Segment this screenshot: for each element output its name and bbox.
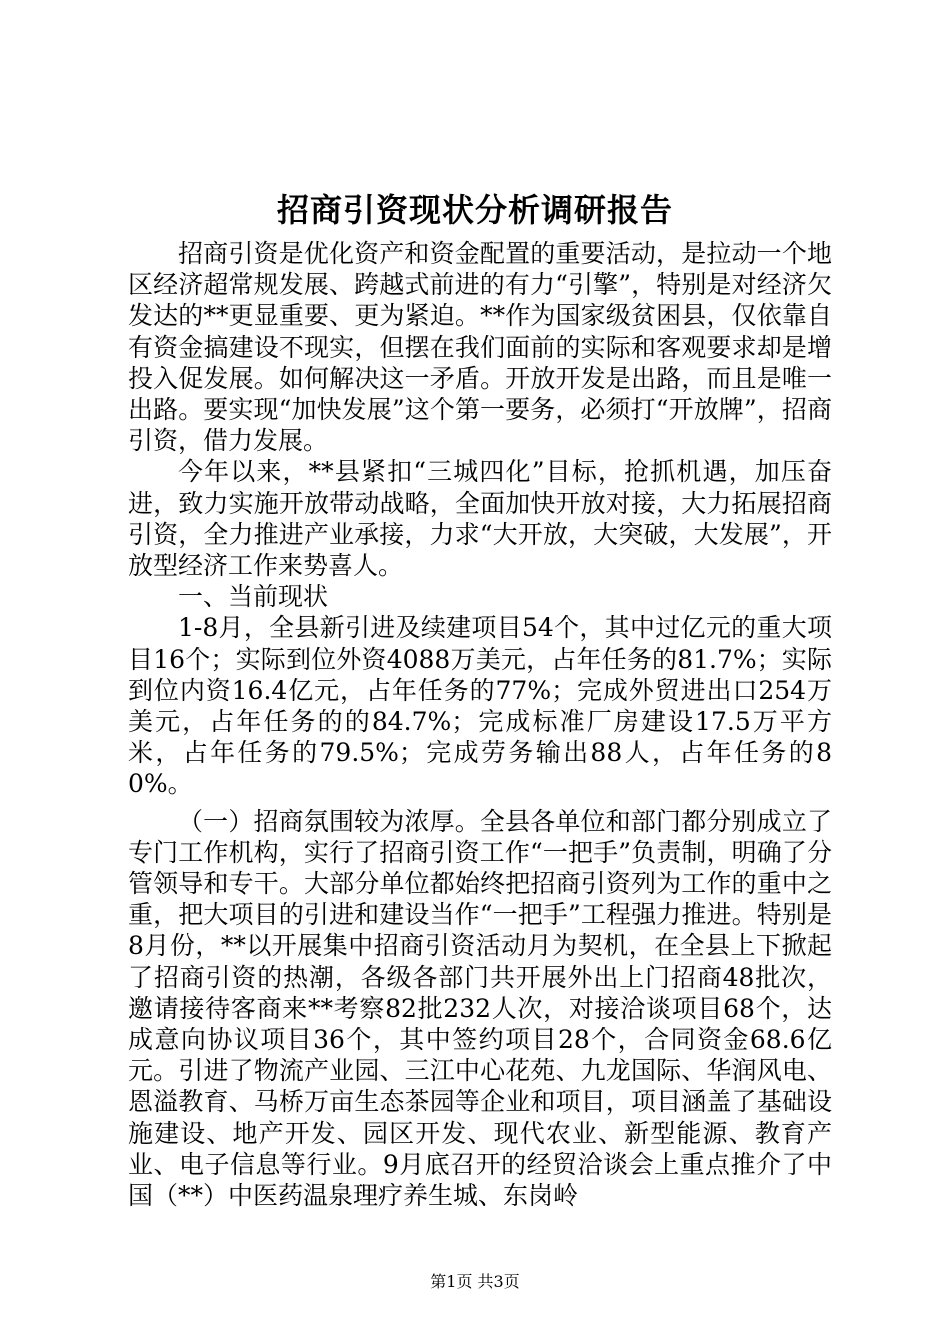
section-heading-current-status: 一、当前现状 — [178, 582, 329, 612]
paragraph-statistics: 1-8月，全县新引进及续建项目54个，其中过亿元的重大项目16个；实际到位外资4088万美元，占年任务的81.7%；实际到位内资16.4亿元，占年任务的77%；完成外贸进出口254万美元，占年任务的的84.7%；完成标准厂房建设17.5万平方米，占年任务的79.5%；完成劳务输出88人，占年任务的80%。 — [128, 613, 832, 799]
document-body — [128, 238, 832, 1211]
paragraph-overview: 今年以来，**县紧扣“三城四化”目标，抢抓机遇，加压奋进，致力实施开放带动战略，全面加快开放对接，大力拓展招商引资，全力推进产业承接，力求“大开放，大突破，大发展”，开放型经济工作来势喜人。 — [128, 457, 832, 581]
paragraph-intro: 招商引资是优化资产和资金配置的重要活动，是拉动一个地区经济超常规发展、跨越式前进的有力“引擎”，特别是对经济欠发达的**更显重要、更为紧迫。**作为国家级贫困县，仅依靠自有资金搞建设不现实，但摆在我们面前的实际和客观要求却是增投入促发展。如何解决这一矛盾。开放开发是出路，而且是唯一出路。要实现“加快发展”这个第一要务，必须打“开放牌”，招商引资，借力发展。 — [128, 239, 832, 456]
paragraph-investment-atmosphere: （一）招商氛围较为浓厚。全县各单位和部门都分别成立了专门工作机构，实行了招商引资工作“一把手”负责制，明确了分管领导和专干。大部分单位都始终把招商引资列为工作的重中之重，把大项目的引进和建设当作“一把手”工程强力推进。特别是8月份，**以开展集中招商引资活动月为契机，在全县上下掀起了招商引资的热潮，各级各部门共开展外出上门招商48批次，邀请接待客商来**考察82批232人次，对接洽谈项目68个，达成意向协议项目36个，其中签约项目28个，合同资金68.6亿元。引进了物流产业园、三江中心花苑、九龙国际、华润风电、恩溢教育、马桥万亩生态茶园等企业和项目，项目涵盖了基础设施建设、地产开发、园区开发、现代农业、新型能源、教育产业、电子信息等行业。9月底召开的经贸洽谈会上重点推介了中国（**）中医药温泉理疗养生城、东岗岭 — [128, 806, 832, 1211]
page-footer: 第1页 共3页 — [430, 1272, 520, 1291]
document-title: 招商引资现状分析调研报告 — [276, 191, 673, 229]
